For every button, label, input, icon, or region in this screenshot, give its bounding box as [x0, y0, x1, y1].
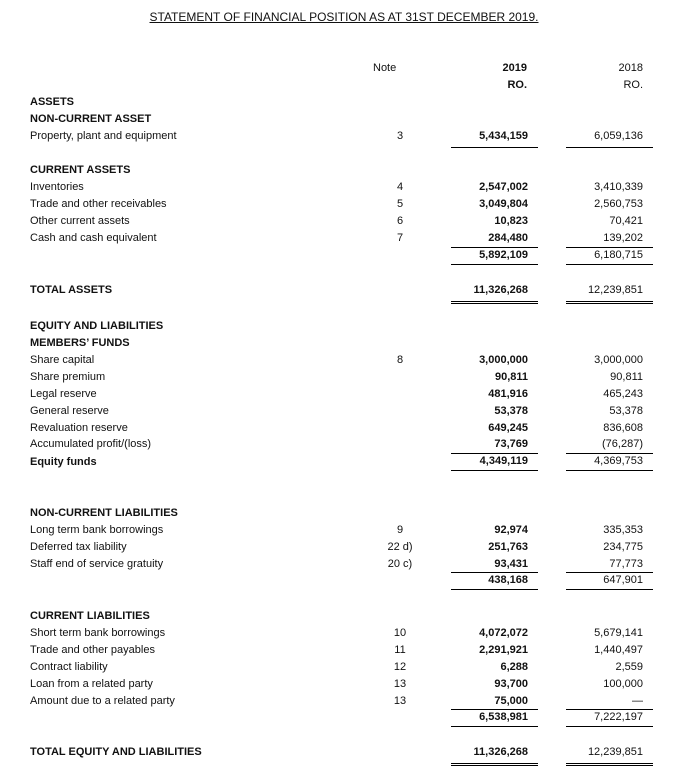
- value-2019: 11,326,268: [451, 745, 538, 766]
- row-label: Staff end of service gratuity: [30, 558, 164, 570]
- value-2018: 100,000: [603, 678, 643, 690]
- value-2018: (76,287): [602, 438, 643, 450]
- table-row: [0, 403, 688, 420]
- value-2019: 5,892,109: [451, 247, 538, 265]
- table-row: [0, 556, 688, 573]
- note-column-header: Note: [373, 62, 397, 74]
- value-2019: 90,811: [494, 371, 528, 383]
- table-row: [0, 436, 688, 453]
- row-label: CURRENT ASSETS: [30, 164, 131, 176]
- row-label: Trade and other payables: [30, 644, 155, 656]
- table-row: [0, 282, 688, 299]
- row-label: CURRENT LIABILITIES: [30, 610, 150, 622]
- table-row: [0, 111, 688, 128]
- value-2018: 647,901: [566, 572, 653, 590]
- value-2019: 11,326,268: [451, 283, 538, 304]
- table-row: [0, 676, 688, 693]
- value-2019: 284,480: [488, 232, 528, 244]
- row-label: Legal reserve: [30, 388, 97, 400]
- table-row: [0, 179, 688, 196]
- row-label: Share capital: [30, 354, 95, 366]
- row-note: 11: [394, 644, 406, 656]
- row-label: Short term bank borrowings: [30, 627, 166, 639]
- table-row: [0, 642, 688, 659]
- row-note: 20 c): [387, 558, 413, 570]
- row-label: Share premium: [30, 371, 106, 383]
- row-label: EQUITY AND LIABILITIES: [30, 320, 164, 332]
- currency-2019-header: RO.: [507, 79, 527, 91]
- value-2019: 2,291,921: [479, 644, 528, 656]
- value-2018: 139,202: [603, 232, 643, 244]
- value-2019: 53,378: [494, 405, 528, 417]
- table-row: [0, 386, 688, 403]
- table-row: [0, 162, 688, 179]
- value-2018: 12,239,851: [566, 283, 653, 304]
- row-label: Other current assets: [30, 215, 130, 227]
- table-row: [0, 454, 688, 471]
- row-label: Equity funds: [30, 456, 97, 468]
- value-2018: 3,410,339: [594, 181, 643, 193]
- value-2019: 481,916: [488, 388, 528, 400]
- table-row: [0, 196, 688, 213]
- table-row: [0, 744, 688, 761]
- row-label: ASSETS: [30, 96, 75, 108]
- value-2018: 3,000,000: [594, 354, 643, 366]
- value-2019: 75,000: [494, 695, 528, 707]
- value-2018: 70,421: [609, 215, 643, 227]
- table-row: [0, 213, 688, 230]
- value-2018: 4,369,753: [566, 453, 653, 471]
- value-2018: 90,811: [610, 371, 643, 383]
- value-2018: 6,180,715: [566, 247, 653, 265]
- value-2019: 438,168: [451, 572, 538, 590]
- year-2018-header: 2018: [618, 62, 643, 74]
- row-label: TOTAL EQUITY AND LIABILITIES: [30, 746, 202, 758]
- table-row: [0, 539, 688, 556]
- row-note: 5: [396, 198, 404, 210]
- row-label: NON-CURRENT LIABILITIES: [30, 507, 178, 519]
- row-label: Long term bank borrowings: [30, 524, 164, 536]
- table-row: [0, 128, 688, 145]
- value-2018: 2,559: [615, 661, 643, 673]
- value-2018: 335,353: [603, 524, 643, 536]
- row-note: 3: [396, 130, 404, 142]
- row-label: Inventories: [30, 181, 84, 193]
- row-label: Contract liability: [30, 661, 108, 673]
- table-row: [0, 248, 688, 265]
- row-label: TOTAL ASSETS: [30, 284, 113, 296]
- table-row: [0, 505, 688, 522]
- row-label: General reserve: [30, 405, 109, 417]
- table-row: [0, 608, 688, 625]
- value-2019: 3,049,804: [479, 198, 528, 210]
- row-note: 8: [396, 354, 404, 366]
- value-2018: 234,775: [603, 541, 643, 553]
- value-2018: 7,222,197: [566, 709, 653, 727]
- value-2019: 5,434,159: [451, 129, 538, 148]
- table-row: [0, 625, 688, 642]
- row-note: 13: [393, 678, 407, 690]
- table-row: [0, 573, 688, 590]
- value-2018: 836,608: [603, 422, 643, 434]
- value-2018: 6,059,136: [566, 129, 653, 148]
- table-row: [0, 352, 688, 369]
- row-label: Deferred tax liability: [30, 541, 127, 553]
- row-note: 9: [396, 524, 404, 536]
- row-label: NON-CURRENT ASSET: [30, 113, 152, 125]
- table-row: [0, 335, 688, 352]
- value-2019: 10,823: [494, 215, 528, 227]
- table-row: [0, 710, 688, 727]
- row-label: Trade and other receivables: [30, 198, 167, 210]
- table-row: [0, 659, 688, 676]
- value-2018: 1,440,497: [594, 644, 643, 656]
- value-2019: 93,700: [494, 678, 528, 690]
- value-2019: 4,349,119: [451, 453, 538, 471]
- value-2019: 6,288: [500, 661, 528, 673]
- table-row: [0, 230, 688, 247]
- value-2019: 6,538,981: [451, 709, 538, 727]
- row-note: 22 d): [387, 541, 413, 553]
- row-label: Cash and cash equivalent: [30, 232, 157, 244]
- value-2018: 2,560,753: [594, 198, 643, 210]
- value-2018: 12,239,851: [566, 745, 653, 766]
- value-2019: 93,431: [494, 558, 528, 570]
- value-2019: 92,974: [494, 524, 528, 536]
- row-note: 10: [393, 627, 407, 639]
- row-label: Loan from a related party: [30, 678, 153, 690]
- value-2019: 2,547,002: [479, 181, 528, 193]
- currency-2018-header: RO.: [623, 79, 643, 91]
- row-label: Revaluation reserve: [30, 422, 128, 434]
- table-row: [0, 420, 688, 437]
- statement-title: STATEMENT OF FINANCIAL POSITION AS AT 31ST DECEMBER 2019.: [149, 10, 539, 24]
- row-note: 7: [396, 232, 404, 244]
- table-row: [0, 94, 688, 111]
- value-2018: 77,773: [609, 558, 643, 570]
- row-note: 6: [396, 215, 404, 227]
- row-label: Amount due to a related party: [30, 695, 175, 707]
- table-row: [0, 693, 688, 710]
- row-note: 4: [396, 181, 404, 193]
- year-2019-header: 2019: [502, 62, 527, 74]
- value-2018: —: [632, 695, 643, 707]
- table-row: [0, 318, 688, 335]
- value-2018: 53,378: [609, 405, 643, 417]
- value-2019: 251,763: [488, 541, 528, 553]
- value-2019: 4,072,072: [479, 627, 528, 639]
- row-label: Accumulated profit/(loss): [30, 438, 152, 450]
- value-2019: 3,000,000: [479, 354, 528, 366]
- value-2019: 649,245: [488, 422, 528, 434]
- row-note: 12: [393, 661, 407, 673]
- value-2018: 5,679,141: [594, 627, 643, 639]
- value-2018: 465,243: [603, 388, 643, 400]
- row-label: MEMBERS’ FUNDS: [30, 337, 130, 349]
- table-row: [0, 369, 688, 386]
- row-note: 13: [393, 695, 407, 707]
- row-label: Property, plant and equipment: [30, 130, 177, 142]
- table-row: [0, 522, 688, 539]
- value-2019: 73,769: [494, 438, 528, 450]
